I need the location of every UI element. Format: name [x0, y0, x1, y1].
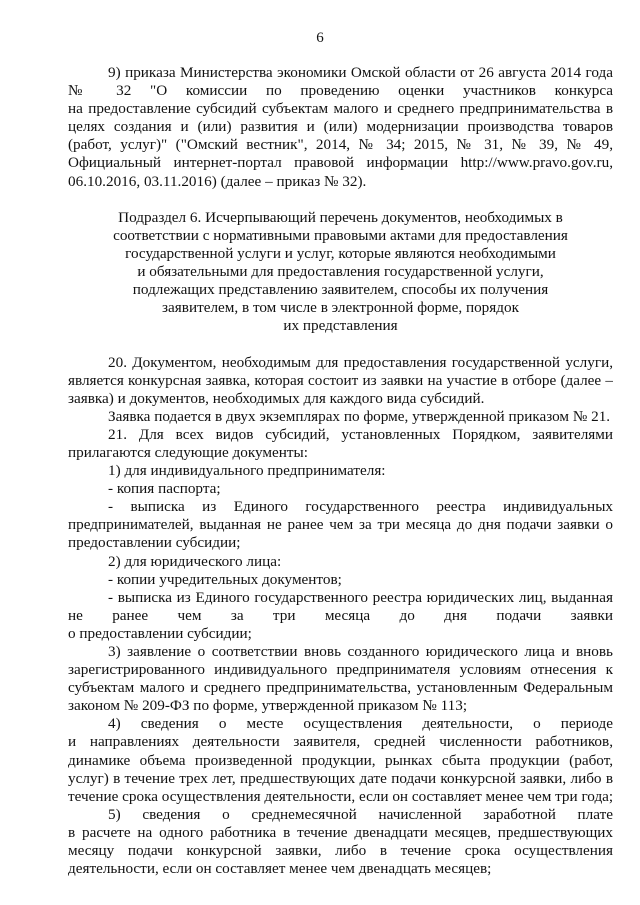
blank-line — [68, 191, 613, 209]
text-line: предоставлении субсидии; — [68, 534, 241, 552]
text-line: Заявка подается в двух экземплярах по форме, утвержденной приказом № 21. — [108, 407, 611, 425]
page-number: 6 — [316, 30, 324, 46]
blank-line — [68, 335, 613, 353]
text-line: - копия паспорта; — [108, 480, 221, 498]
text-line: не ранее чем за три месяца до дня подачи заявки — [68, 606, 613, 624]
text-line: - выписка из Единого государственного реестра индивидуальных — [108, 498, 613, 516]
text-line: 5) сведения о среднемесячной начисленной заработной плате — [108, 805, 613, 823]
text-line: предпринимателей, выданная не ранее чем за три месяца до дня подачи заявки о — [68, 516, 613, 534]
text-line: соответствии с нормативными правовыми актами для предоставления — [113, 226, 568, 244]
text-line: услуг) в течение трех лет, предшествующих дате подачи конкурсной заявки, либо в — [68, 769, 613, 787]
text-line: и направлениях деятельности заявителя, средней численности работников, — [68, 733, 613, 751]
text-line: 1) для индивидуального предпринимателя: — [108, 462, 386, 480]
text-line: зарегистрированного индивидуального предпринимателя условиям отнесения к — [68, 661, 613, 679]
text-line: 2) для юридического лица: — [108, 552, 282, 570]
text-line: заявителем, в том числе в электронной форме, порядок — [162, 299, 519, 317]
text-line: (работ, услуг)" ("Омский вестник", 2014, № 34; 2015, № 31, № 39, № 49, — [68, 136, 613, 154]
text-line: 9) приказа Министерства экономики Омской области от 26 августа 2014 года — [108, 64, 613, 81]
text-line: деятельности, если он составляет менее чем двенадцать месяцев; — [68, 860, 492, 878]
text-line: подлежащих представлению заявителем, способы их получения — [132, 281, 549, 299]
text-line: субъектам малого и среднего предпринимательства, установленным Федеральным — [68, 679, 613, 697]
text-line: и обязательными для предоставления государственной услуги, — [137, 263, 544, 281]
text-line: целях создания и (или) развития и (или) модернизации производства товаров — [68, 118, 613, 136]
text-line: месяцу подачи конкурсной заявки, либо в течение срока осуществления — [68, 842, 613, 860]
text-line: законом № 209-ФЗ по форме, утвержденной приказом № 113; — [68, 697, 468, 715]
text-line: № 32 "О комиссии по проведению оценки участников конкурса — [68, 82, 613, 100]
text-line: - выписка из Единого государственного реестра юридических лиц, выданная — [108, 588, 613, 606]
text-line: в расчете на одного работника в течение двенадцати месяцев, предшествующих — [68, 823, 613, 841]
text-line: заявка) и документов, необходимых для каждого вида субсидий. — [68, 389, 485, 407]
text-line: - копии учредительных документов; — [108, 570, 342, 588]
text-line: 4) сведения о месте осуществления деятельности, о периоде — [108, 715, 613, 733]
text-line: государственной услуги и услуг, которые являются необходимыми — [125, 244, 556, 262]
text-line: Подраздел 6. Исчерпывающий перечень документов, необходимых в — [118, 208, 563, 226]
text-line: динамике объема произведенной продукции, рынках сбыта продукции (работ, — [68, 751, 613, 769]
text-line: Официальный интернет-портал правовой информации http://www.pravo.gov.ru, — [68, 154, 613, 172]
text-line: 21. Для всех видов субсидий, установленных Порядком, заявителями — [108, 425, 613, 443]
text-line: на предоставление субсидий субъектам малого и среднего предпринимательства в — [68, 100, 613, 118]
text-line: течение срока осуществления деятельности, если он составляет менее чем три года; — [68, 787, 613, 805]
text-line: о предоставлении субсидии; — [68, 624, 252, 642]
document-body — [68, 64, 613, 878]
text-line: 06.10.2016, 03.11.2016) (далее – приказ № 32). — [68, 172, 367, 190]
text-line: прилагаются следующие документы: — [68, 443, 308, 461]
text-line: 3) заявление о соответствии вновь созданного юридического лица и вновь — [108, 643, 613, 660]
text-line: является конкурсная заявка, которая состоит из заявки на участие в отборе (далее – — [68, 371, 613, 389]
text-line: их представления — [283, 317, 398, 335]
text-line: 20. Документом, необходимым для предоставления государственной услуги, — [108, 353, 613, 371]
